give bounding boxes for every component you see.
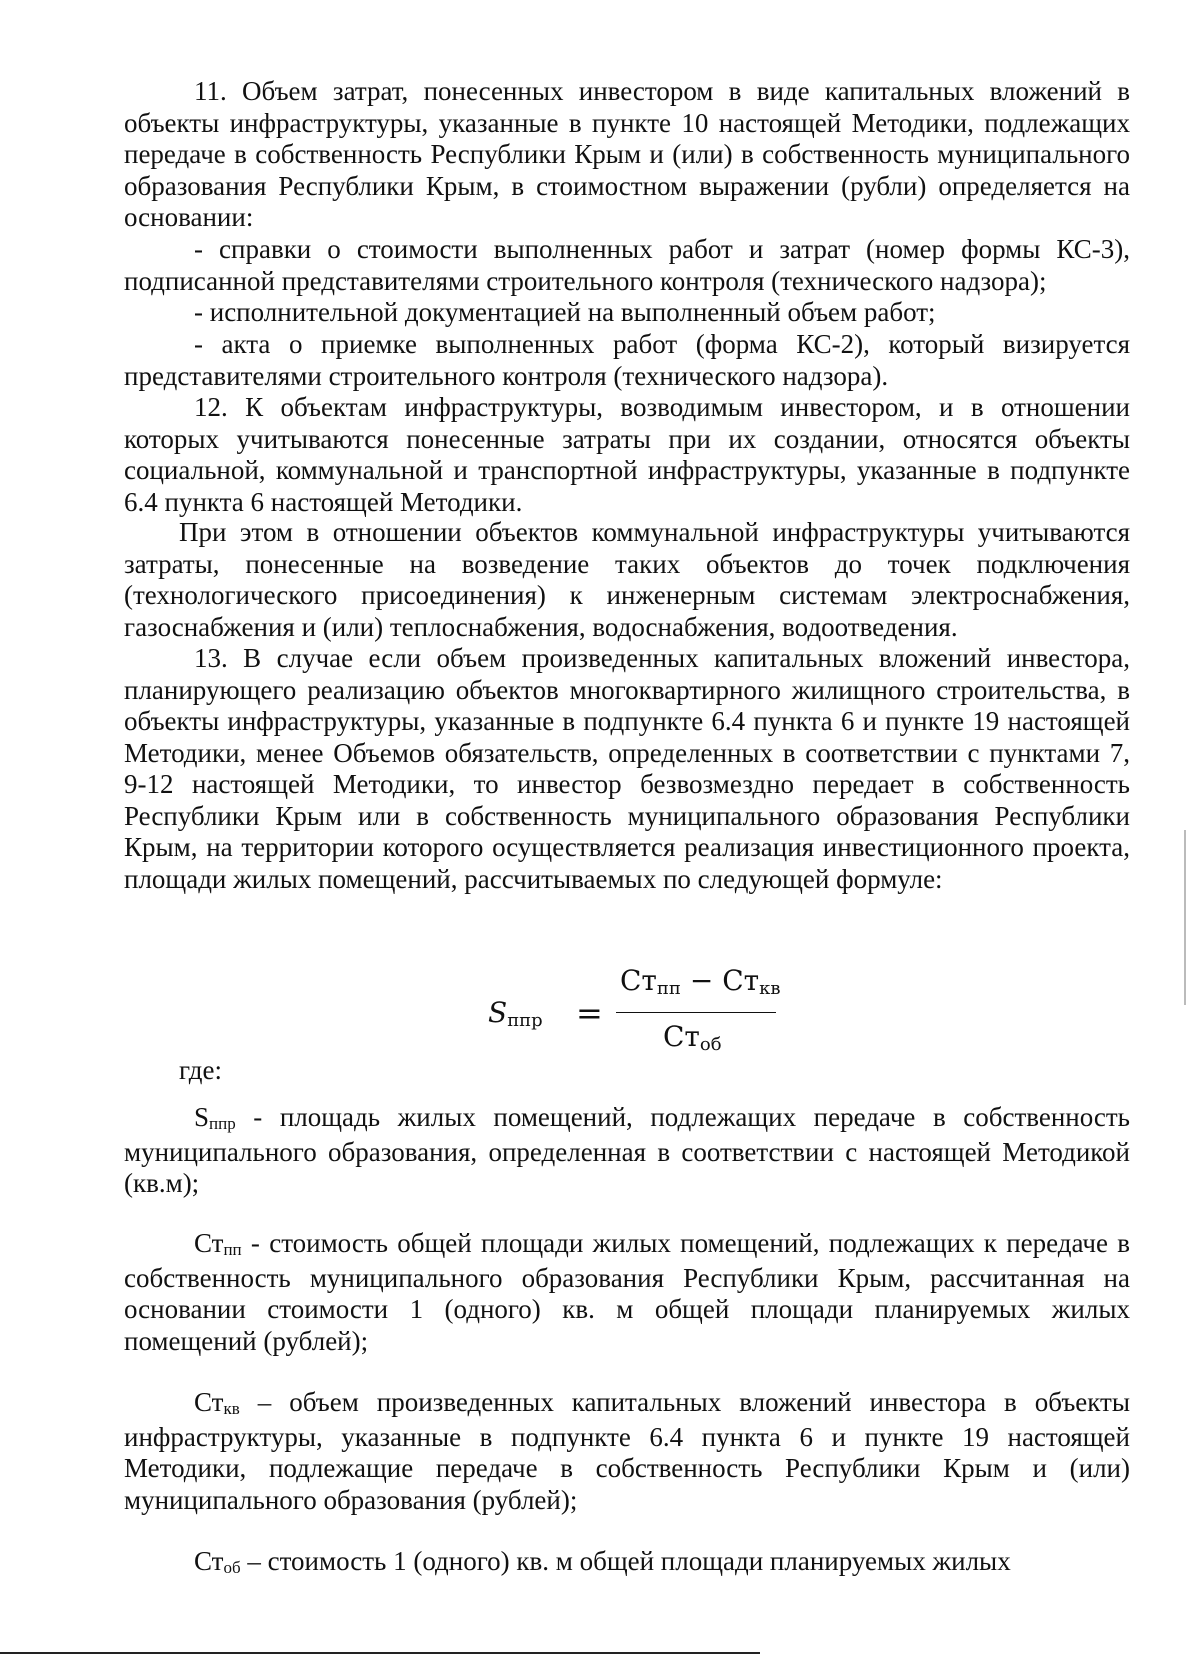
bullet-documentation: - исполнительной документацией на выполненный объем работ;: [194, 297, 936, 327]
where-label: где:: [179, 1055, 222, 1085]
definition-st-kv: $Ст_{кв}$ – объем произведенных капитальных вложений инвестора в объекты инфраструктуры, указанные в подпункте 6.4 пункта 6 и пункте 19 настоящей Методики, подлежащие передаче в собственность Республики Крым и (или) муниципального образования (рублей);: [124, 1387, 1130, 1515]
formula-lhs: $S_{ппр}$: [488, 996, 543, 1031]
scan-margin-mark: [1184, 830, 1186, 1005]
area-formula: [480, 964, 781, 1058]
bottom-rule: [0, 1652, 760, 1654]
definition-st-pp: $Ст_{пп}$ - стоимость общей площади жилых помещений, подлежащих к передаче в собственность муниципального образования Республики Крым, рассчитанная на основании стоимости 1 (одного) кв. м общей площади планируемых жилых помещений (рублей);: [124, 1228, 1130, 1356]
definition-s-ppr: $S_{ппр}$ - площадь жилых помещений, подлежащих передаче в собственность муниципального образования, определенная в соответствии с настоящей Методикой (кв.м);: [124, 1102, 1130, 1198]
bullet-ks2: - акта о приемке выполненных работ (форма КС-2), который визируется представителями строительного контроля (технического надзора).: [124, 329, 1130, 391]
formula-numerator: $Ст_{пп} - Ст_{кв}$: [620, 964, 781, 999]
fraction-bar: [616, 1012, 776, 1013]
paragraph-12-continued: При этом в отношении объектов коммунальной инфраструктуры учитываются затраты, понесенные на возведение таких объектов до точек подключения (технологического присоединения) к инженерным системам электроснабжения, газоснабжения и (или) теплоснабжения, водоснабжения, водоотведения.: [124, 517, 1130, 642]
bullet-ks3: - справки о стоимости выполненных работ и затрат (номер формы КС-3), подписанной представителями строительного контроля (технического надзора);: [124, 234, 1130, 296]
definition-st-ob: $Ст_{об}$ – стоимость 1 (одного) кв. м общей площади планируемых жилых: [194, 1546, 1011, 1577]
paragraph-13: 13. В случае если объем произведенных капитальных вложений инвестора, планирующего реализацию объектов многоквартирного жилищного строительства, в объекты инфраструктуры, указанные в подпункте 6.4 пункта 6 и пункте 19 настоящей Методики, менее Объемов обязательств, определенных в соответствии с пунктами 7, 9-12 настоящей Методики, то инвестор безвозмездно передает в собственность Республики Крым или в собственность муниципального образования Республики Крым, на территории которого осуществляется реализация инвестиционного проекта, площади жилых помещений, рассчитываемых по следующей формуле:: [124, 643, 1130, 894]
paragraph-11: 11. Объем затрат, понесенных инвестором в виде капитальных вложений в объекты инфраструктуры, указанные в пункте 10 настоящей Методики, подлежащих передаче в собственность Республики Крым и (или) в собственность муниципального образования Республики Крым, в стоимостном выражении (рубли) определяется на основании:: [124, 76, 1130, 232]
formula-equals: =: [576, 994, 603, 1032]
formula-denominator: $Ст_{об}$: [663, 1020, 722, 1055]
paragraph-12: 12. К объектам инфраструктуры, возводимым инвестором, и в отношении которых учитываются понесенные затраты при их создании, относятся объекты социальной, коммунальной и транспортной инфраструктуры, указанные в подпункте 6.4 пункта 6 настоящей Методики.: [124, 392, 1130, 517]
